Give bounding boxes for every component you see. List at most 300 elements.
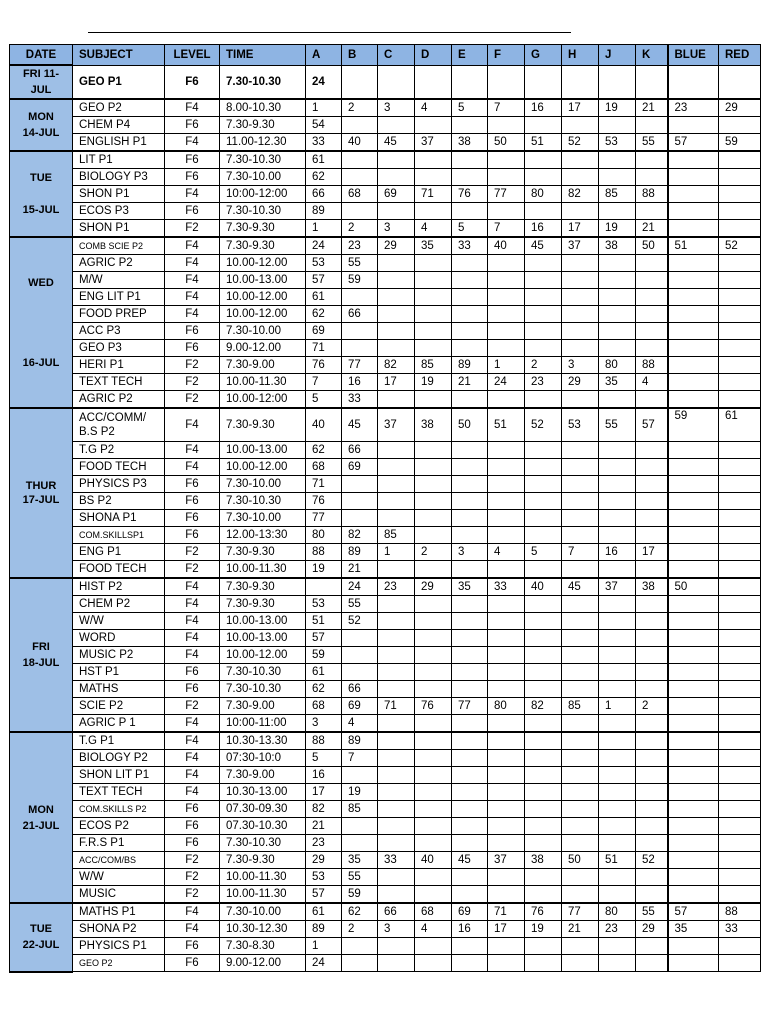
venue-cell [562, 476, 599, 493]
venue-cell [599, 340, 636, 357]
venue-cell [636, 613, 668, 630]
venue-cell: 50 [452, 408, 488, 442]
venue-cell: 51 [488, 408, 525, 442]
date-cell [10, 903, 73, 972]
venue-cell [525, 750, 562, 767]
venue-cell: 69 [342, 698, 378, 715]
venue-cell [599, 818, 636, 835]
venue-cell [525, 459, 562, 476]
venue-cell [562, 459, 599, 476]
venue-cell: 51 [599, 852, 636, 869]
venue-cell [452, 151, 488, 169]
venue-cell [488, 442, 525, 459]
venue-cell [488, 476, 525, 493]
venue-cell: 19 [599, 220, 636, 238]
level-cell: F4 [165, 903, 220, 921]
time-cell: 7.30-10.30 [220, 681, 306, 698]
subject-cell: MUSIC [73, 886, 165, 904]
venue-cell: 1 [306, 220, 342, 238]
venue-cell [599, 681, 636, 698]
venue-cell [415, 323, 452, 340]
venue-cell: 50 [636, 237, 668, 255]
date-label: 22-JUL [22, 939, 60, 952]
time-cell: 10.00-11.30 [220, 869, 306, 886]
venue-cell [378, 715, 415, 733]
subject-cell: GEO P1 [73, 65, 165, 99]
venue-cell [668, 323, 719, 340]
venue-cell [415, 561, 452, 579]
venue-cell: 88 [306, 544, 342, 561]
venue-cell: 5 [452, 99, 488, 117]
level-cell: F6 [165, 65, 220, 99]
venue-cell [668, 306, 719, 323]
venue-cell [342, 117, 378, 134]
venue-cell [525, 818, 562, 835]
venue-cell: 62 [306, 442, 342, 459]
level-cell: F2 [165, 852, 220, 869]
venue-cell [719, 596, 761, 613]
subject-cell: LIT P1 [73, 151, 165, 169]
venue-cell [599, 955, 636, 972]
venue-cell [636, 818, 668, 835]
column-header: BLUE [668, 45, 719, 66]
venue-cell [378, 272, 415, 289]
table-row [10, 630, 761, 647]
venue-cell [636, 664, 668, 681]
venue-cell: 85 [562, 698, 599, 715]
table-row [10, 938, 761, 955]
subject-cell: ACC/COM/BS [73, 852, 165, 869]
venue-cell: 33 [378, 852, 415, 869]
venue-cell [488, 955, 525, 972]
venue-cell [719, 186, 761, 203]
venue-cell: 23 [525, 374, 562, 391]
venue-cell: 76 [415, 698, 452, 715]
venue-cell [488, 818, 525, 835]
venue-cell [719, 647, 761, 664]
venue-cell [525, 784, 562, 801]
venue-cell: 88 [636, 186, 668, 203]
venue-cell [599, 306, 636, 323]
column-header: K [636, 45, 668, 66]
venue-cell [488, 272, 525, 289]
venue-cell: 69 [306, 323, 342, 340]
venue-cell: 55 [342, 596, 378, 613]
table-row [10, 374, 761, 391]
venue-cell: 52 [525, 408, 562, 442]
date-cell [10, 237, 73, 408]
venue-cell [415, 151, 452, 169]
venue-cell: 61 [719, 408, 761, 442]
venue-cell [342, 647, 378, 664]
venue-cell [599, 203, 636, 220]
venue-cell: 45 [562, 578, 599, 596]
venue-cell: 5 [525, 544, 562, 561]
venue-cell [668, 510, 719, 527]
level-cell: F2 [165, 357, 220, 374]
venue-cell: 77 [342, 357, 378, 374]
venue-cell: 1 [378, 544, 415, 561]
subject-cell: MUSIC P2 [73, 647, 165, 664]
header-row [10, 45, 761, 66]
venue-cell [719, 561, 761, 579]
subject-cell: COM.SKILLSP1 [73, 527, 165, 544]
venue-cell [488, 767, 525, 784]
venue-cell [636, 561, 668, 579]
venue-cell [306, 578, 342, 596]
venue-cell [452, 750, 488, 767]
table-row [10, 306, 761, 323]
venue-cell: 23 [306, 835, 342, 852]
level-cell: F6 [165, 510, 220, 527]
date-label: MON [28, 803, 54, 816]
venue-cell [488, 323, 525, 340]
venue-cell [342, 510, 378, 527]
venue-cell [719, 117, 761, 134]
venue-cell [636, 459, 668, 476]
venue-cell [636, 510, 668, 527]
venue-cell [452, 938, 488, 955]
venue-cell: 52 [562, 134, 599, 152]
venue-cell: 1 [488, 357, 525, 374]
time-cell: 10.00-11.30 [220, 374, 306, 391]
venue-cell [668, 886, 719, 904]
venue-cell: 2 [525, 357, 562, 374]
venue-cell [488, 169, 525, 186]
venue-cell [719, 169, 761, 186]
date-label: 17-JUL [22, 494, 60, 506]
table-row [10, 408, 761, 442]
venue-cell [525, 664, 562, 681]
venue-cell [668, 169, 719, 186]
venue-cell [342, 289, 378, 306]
venue-cell [636, 767, 668, 784]
venue-cell [378, 955, 415, 972]
level-cell: F4 [165, 750, 220, 767]
subject-cell: BIOLOGY P2 [73, 750, 165, 767]
venue-cell [562, 255, 599, 272]
venue-cell [562, 664, 599, 681]
venue-cell [415, 493, 452, 510]
venue-cell [636, 65, 668, 99]
venue-cell: 40 [342, 134, 378, 152]
venue-cell: 82 [306, 801, 342, 818]
venue-cell [668, 340, 719, 357]
time-cell: 7.30-9.30 [220, 596, 306, 613]
venue-cell: 68 [415, 903, 452, 921]
venue-cell: 40 [525, 578, 562, 596]
venue-cell: 89 [342, 732, 378, 750]
venue-cell [562, 169, 599, 186]
time-cell: 8.00-10.30 [220, 99, 306, 117]
column-header: RED [719, 45, 761, 66]
venue-cell [452, 886, 488, 904]
venue-cell [562, 767, 599, 784]
venue-cell [525, 767, 562, 784]
venue-cell: 80 [488, 698, 525, 715]
table-row [10, 220, 761, 238]
time-cell: 7.30-9.30 [220, 408, 306, 442]
venue-cell [415, 801, 452, 818]
venue-cell: 57 [668, 134, 719, 152]
subject-cell: PHYSICS P1 [73, 938, 165, 955]
venue-cell [599, 151, 636, 169]
time-cell: 9.00-12.00 [220, 340, 306, 357]
venue-cell: 29 [306, 852, 342, 869]
venue-cell: 3 [378, 99, 415, 117]
level-cell: F6 [165, 476, 220, 493]
venue-cell [342, 938, 378, 955]
subject-cell: CHEM P4 [73, 117, 165, 134]
venue-cell [668, 186, 719, 203]
venue-cell [415, 647, 452, 664]
venue-cell [415, 442, 452, 459]
venue-cell: 16 [342, 374, 378, 391]
venue-cell [668, 289, 719, 306]
venue-cell [719, 613, 761, 630]
venue-cell [599, 750, 636, 767]
subject-cell: ENG LIT P1 [73, 289, 165, 306]
level-cell: F4 [165, 306, 220, 323]
subject-cell: PHYSICS P3 [73, 476, 165, 493]
venue-cell [452, 272, 488, 289]
venue-cell [525, 289, 562, 306]
venue-cell [415, 510, 452, 527]
venue-cell [636, 442, 668, 459]
time-cell: 7.30-9.00 [220, 698, 306, 715]
table-row [10, 151, 761, 169]
venue-cell [525, 391, 562, 409]
venue-cell: 80 [599, 357, 636, 374]
venue-cell [378, 561, 415, 579]
venue-cell [525, 613, 562, 630]
venue-cell [415, 750, 452, 767]
venue-cell [415, 306, 452, 323]
time-cell: 10.00-13.00 [220, 442, 306, 459]
venue-cell [415, 340, 452, 357]
venue-cell [719, 272, 761, 289]
time-cell: 7.30-10.00 [220, 476, 306, 493]
venue-cell [488, 715, 525, 733]
venue-cell: 51 [525, 134, 562, 152]
venue-cell [378, 886, 415, 904]
time-cell: 7.30-10.30 [220, 151, 306, 169]
venue-cell [378, 596, 415, 613]
venue-cell: 55 [599, 408, 636, 442]
venue-cell [415, 476, 452, 493]
venue-cell [525, 340, 562, 357]
venue-cell: 76 [452, 186, 488, 203]
venue-cell [668, 151, 719, 169]
venue-cell: 29 [636, 921, 668, 938]
subject-cell: ACC/COMM/ B.S P2 [73, 408, 165, 442]
venue-cell: 4 [342, 715, 378, 733]
subject-cell: F.R.S P1 [73, 835, 165, 852]
time-cell: 7.30-10.00 [220, 903, 306, 921]
venue-cell [668, 698, 719, 715]
venue-cell [668, 357, 719, 374]
venue-cell [525, 681, 562, 698]
venue-cell [562, 938, 599, 955]
venue-cell [599, 938, 636, 955]
time-cell: 7.30-9.00 [220, 767, 306, 784]
venue-cell [668, 459, 719, 476]
venue-cell [599, 169, 636, 186]
venue-cell: 76 [306, 357, 342, 374]
time-cell: 7.30-9.30 [220, 852, 306, 869]
venue-cell [719, 289, 761, 306]
venue-cell: 66 [342, 681, 378, 698]
venue-cell: 5 [306, 391, 342, 409]
venue-cell: 82 [525, 698, 562, 715]
venue-cell [668, 476, 719, 493]
column-header: A [306, 45, 342, 66]
venue-cell [525, 527, 562, 544]
venue-cell [452, 340, 488, 357]
subject-cell: SHONA P1 [73, 510, 165, 527]
venue-cell [719, 442, 761, 459]
subject-cell: HERI P1 [73, 357, 165, 374]
venue-cell [525, 801, 562, 818]
venue-cell: 2 [636, 698, 668, 715]
venue-cell [562, 955, 599, 972]
date-label: JUL [30, 84, 52, 96]
table-row [10, 818, 761, 835]
time-cell: 10.00-11.30 [220, 561, 306, 579]
venue-cell: 29 [415, 578, 452, 596]
level-cell: F2 [165, 220, 220, 238]
level-cell: F4 [165, 134, 220, 152]
venue-cell [378, 801, 415, 818]
subject-cell: W/W [73, 869, 165, 886]
venue-cell: 17 [636, 544, 668, 561]
venue-cell [719, 955, 761, 972]
level-cell: F6 [165, 169, 220, 186]
venue-cell [378, 869, 415, 886]
time-cell: 07:30-10:0 [220, 750, 306, 767]
venue-cell [668, 374, 719, 391]
level-cell: F6 [165, 835, 220, 852]
venue-cell: 23 [599, 921, 636, 938]
venue-cell [719, 698, 761, 715]
venue-cell: 37 [562, 237, 599, 255]
venue-cell [525, 151, 562, 169]
venue-cell [525, 169, 562, 186]
venue-cell: 57 [668, 903, 719, 921]
venue-cell [415, 681, 452, 698]
venue-cell [636, 117, 668, 134]
subject-cell: HST P1 [73, 664, 165, 681]
level-cell: F4 [165, 578, 220, 596]
table-row [10, 510, 761, 527]
table-row [10, 852, 761, 869]
level-cell: F6 [165, 801, 220, 818]
venue-cell [562, 306, 599, 323]
venue-cell [668, 664, 719, 681]
venue-cell: 19 [306, 561, 342, 579]
venue-cell [488, 151, 525, 169]
venue-cell: 69 [452, 903, 488, 921]
venue-cell [599, 476, 636, 493]
venue-cell: 69 [342, 459, 378, 476]
venue-cell [452, 306, 488, 323]
time-cell: 7.30-9.30 [220, 220, 306, 238]
venue-cell [599, 784, 636, 801]
venue-cell [452, 664, 488, 681]
venue-cell: 17 [488, 921, 525, 938]
subject-cell: SHON P1 [73, 186, 165, 203]
venue-cell [378, 203, 415, 220]
venue-cell [719, 715, 761, 733]
venue-cell [668, 527, 719, 544]
date-label [10, 186, 72, 202]
venue-cell [668, 561, 719, 579]
venue-cell [525, 493, 562, 510]
venue-cell: 50 [488, 134, 525, 152]
time-cell: 7.30-10.30 [220, 835, 306, 852]
venue-cell [378, 630, 415, 647]
venue-cell [562, 647, 599, 664]
subject-cell: T.G P1 [73, 732, 165, 750]
venue-cell [668, 938, 719, 955]
date-label: MON [28, 111, 54, 123]
subject-cell: SCIE P2 [73, 698, 165, 715]
venue-cell [342, 151, 378, 169]
venue-cell: 2 [342, 220, 378, 238]
venue-cell [378, 476, 415, 493]
table-row [10, 255, 761, 272]
venue-cell: 7 [488, 220, 525, 238]
subject-cell: FOOD TECH [73, 561, 165, 579]
table-row [10, 647, 761, 664]
venue-cell [668, 767, 719, 784]
venue-cell [636, 203, 668, 220]
venue-cell [525, 306, 562, 323]
venue-cell [562, 732, 599, 750]
venue-cell [719, 220, 761, 238]
venue-cell: 23 [378, 578, 415, 596]
venue-cell: 21 [452, 374, 488, 391]
time-cell: 7.30-10.30 [220, 493, 306, 510]
table-row [10, 237, 761, 255]
venue-cell: 66 [342, 442, 378, 459]
venue-cell [488, 493, 525, 510]
venue-cell: 29 [378, 237, 415, 255]
venue-cell: 40 [415, 852, 452, 869]
subject-cell: TEXT TECH [73, 784, 165, 801]
venue-cell [415, 203, 452, 220]
venue-cell: 89 [452, 357, 488, 374]
venue-cell [415, 784, 452, 801]
venue-cell [636, 596, 668, 613]
venue-cell [378, 732, 415, 750]
venue-cell: 23 [668, 99, 719, 117]
table-row [10, 561, 761, 579]
venue-cell [599, 561, 636, 579]
venue-cell: 37 [599, 578, 636, 596]
venue-cell: 4 [415, 921, 452, 938]
venue-cell [719, 306, 761, 323]
venue-cell [415, 117, 452, 134]
venue-cell [562, 117, 599, 134]
venue-cell: 19 [599, 99, 636, 117]
venue-cell: 88 [636, 357, 668, 374]
subject-cell: SHON LIT P1 [73, 767, 165, 784]
venue-cell: 2 [342, 99, 378, 117]
time-cell: 7.30-10.00 [220, 510, 306, 527]
table-row [10, 272, 761, 289]
venue-cell [562, 681, 599, 698]
